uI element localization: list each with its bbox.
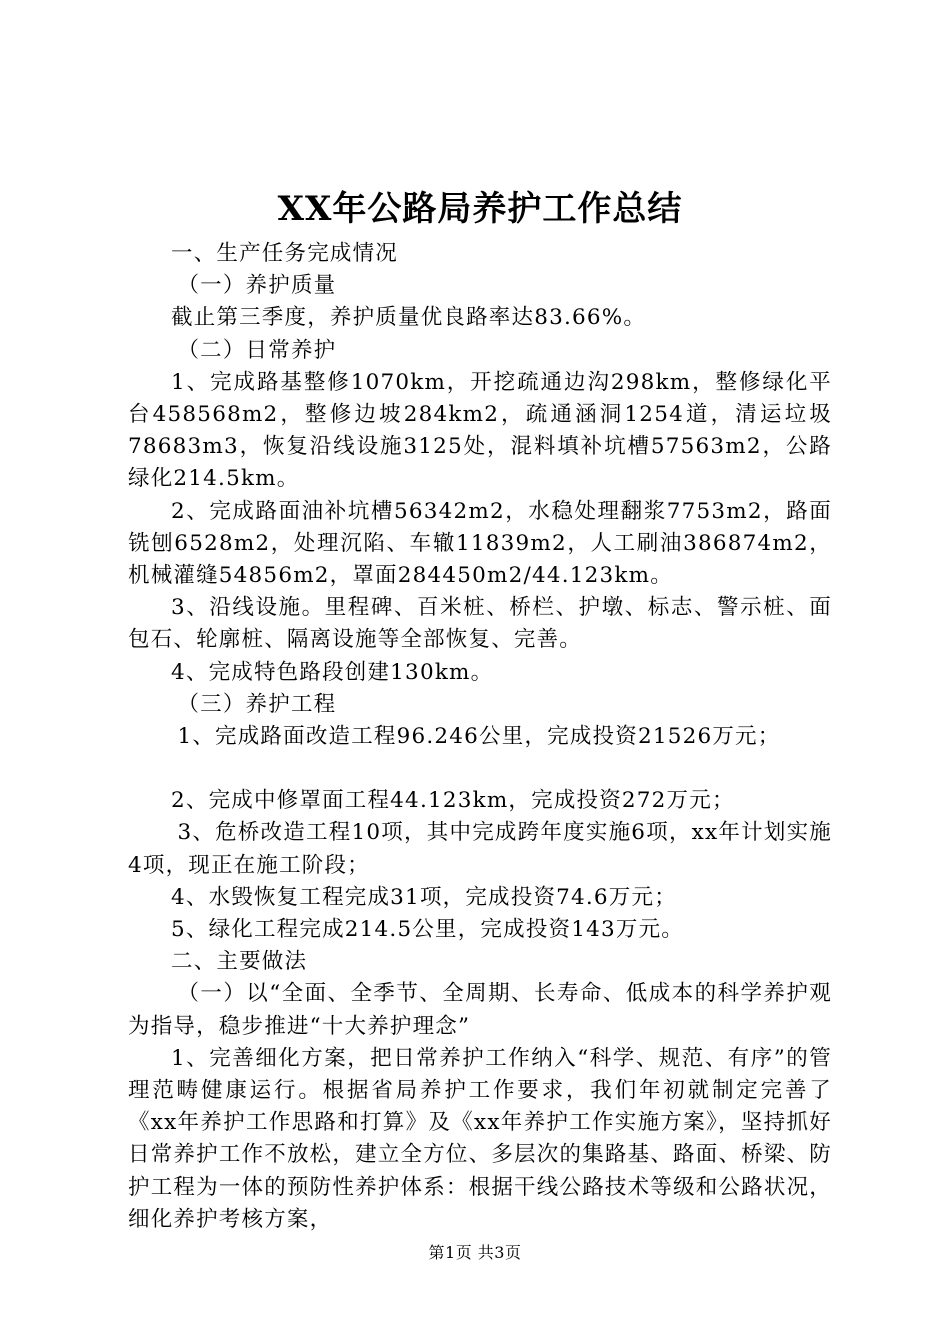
paragraph-daily-2: 2、完成路面油补坑槽56342m2，水稳处理翻浆7753m2，路面铣刨6528m2，处理沉陷、车辙11839m2，人工刷油386874m2，机械灌缝54856m2，罩面284450m2/44.123km。 — [128, 498, 832, 589]
document-body — [128, 238, 832, 1236]
paragraph-project-3: 3、危桥改造工程10项，其中完成跨年度实施6项，xx年计划实施4项，现正在施工阶段； — [128, 820, 832, 878]
document-page — [128, 180, 832, 1236]
paragraph-project-2: 2、完成中修罩面工程44.123km，完成投资272万元； — [171, 788, 735, 814]
paragraph-daily-4: 4、完成特色路段创建130km。 — [171, 659, 494, 685]
section-heading-2: 二、主要做法 — [171, 949, 308, 975]
subsection-heading-quality: （一）养护质量 — [177, 273, 337, 299]
subsection-heading-projects: （三）养护工程 — [177, 691, 337, 717]
paragraph-project-4: 4、水毁恢复工程完成31项，完成投资74.6万元； — [171, 884, 677, 910]
blank-line — [128, 753, 832, 785]
paragraph-quality: 截止第三季度，养护质量优良路率达83.66%。 — [171, 305, 647, 331]
paragraph-project-5: 5、绿化工程完成214.5公里，完成投资143万元。 — [171, 917, 684, 943]
paragraph-daily-1: 1、完成路基整修1070km，开挖疏通边沟298km，整修绿化平台458568m2，整修边坡284km2，疏通涵洞1254道，清运垃圾78683m3，恢复沿线设施3125处，混料填补坑槽57563m2，公路绿化214.5km。 — [128, 369, 832, 492]
subsection-heading-daily: （二）日常养护 — [177, 337, 337, 363]
paragraph-project-1: 1、完成路面改造工程96.246公里，完成投资21526万元； — [177, 724, 781, 750]
paragraph-approach-1: 1、完善细化方案，把日常养护工作纳入“科学、规范、有序”的管理范畴健康运行。根据省局养护工作要求，我们年初就制定完善了《xx年养护工作思路和打算》及《xx年养护工作实施方案》，坚持抓好日常养护工作不放松，建立全方位、多层次的集路基、路面、桥梁、防护工程为一体的预防性养护体系：根据干线公路技术等级和公路状况，细化养护考核方案， — [128, 1045, 832, 1232]
section-heading-1: 一、生产任务完成情况 — [171, 241, 399, 266]
page-footer: 第1页 共3页 — [428, 1243, 522, 1262]
paragraph-daily-3: 3、沿线设施。里程碑、百米桩、桥栏、护墩、标志、警示桩、面包石、轮廓桩、隔离设施等全部恢复、完善。 — [128, 595, 832, 653]
subsection-heading-approach: （一）以“全面、全季节、全周期、长寿命、低成本的科学养护观为指导，稳步推进“十大养护理念” — [128, 981, 832, 1039]
document-title: XX年公路局养护工作总结 — [277, 189, 683, 229]
